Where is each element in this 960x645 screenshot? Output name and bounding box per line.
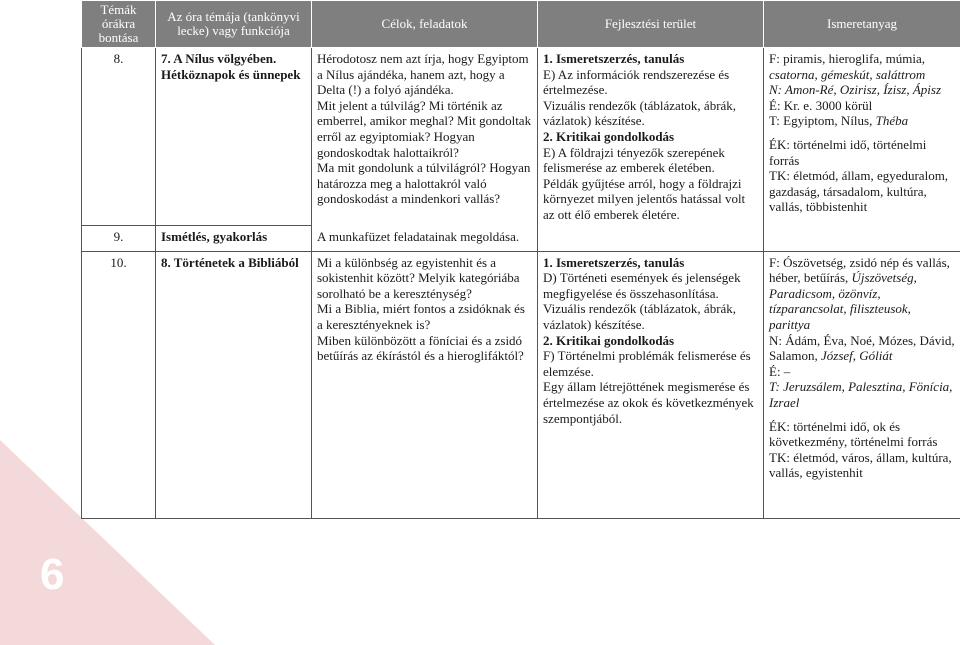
knowledge-text-italic: Újszövetség, Paradicsom, özönvíz, tízparancsolat, filiszteusok, parittya (769, 270, 917, 332)
knowledge-places: T: Jeruzsálem, Palesztina, Fönícia, Izrael (769, 379, 953, 410)
goal-text: Miben különbözött a föníciai és a zsidó betűírás az ékírástól és a hieroglifáktól? (317, 332, 524, 364)
lesson-topic (156, 48, 312, 226)
knowledge-tk: TK: életmód, állam, egyeduralom, gazdaság, társadalom, kultúra, vallás, többistenhit (769, 168, 949, 215)
dev-heading: 2. Kritikai gondolkodás (543, 128, 675, 144)
knowledge-text: T: Egyiptom, Nílus, (769, 113, 876, 129)
header-development-area: Fejlesztési terület (538, 1, 764, 48)
dev-heading: 2. Kritikai gondolkodás (543, 332, 675, 348)
lesson-topic: Ismétlés, gyakorlás (156, 226, 312, 252)
lesson-number: 8. (82, 48, 156, 226)
knowledge-text: piramis, hieroglifa, múmia, (783, 51, 925, 66)
dev-heading: 1. Ismeretszerzés, tanulás (543, 254, 685, 270)
knowledge-concepts-italic: csatorna, gémeskút, saláttrom (769, 66, 926, 82)
dev-text: F) Történelmi problémák felismerése és elemzése. (543, 348, 751, 379)
knowledge-text-italic: József, Góliát (821, 348, 893, 364)
dev-text: Egy állam létrejöttének megismerése és értelmezése az okok és következmények szempontjából. (543, 379, 754, 426)
header-goals: Célok, feladatok (312, 1, 538, 48)
curriculum-table (81, 0, 960, 519)
knowledge-concepts (769, 51, 955, 67)
dev-text: Példák gyűjtése arról, hogy a földrajzi környezet milyen jelentős hatással volt az ott élő emberek életére. (543, 175, 746, 222)
dev-heading: 1. Ismeretszerzés, tanulás (543, 51, 685, 66)
goal-text: Ma mit gondolunk a túlvilágról? Hogyan határozza meg a halottakról való gondoskodást a mindenkori vallás? (317, 160, 531, 207)
header-knowledge: Ismeretanyag (764, 1, 960, 48)
development-cell (538, 48, 764, 226)
lesson-number: 10. (82, 251, 156, 518)
knowledge-names (769, 333, 955, 364)
page-number: 6 (40, 550, 65, 599)
header-topics-by-lesson: Témák órákra bontása (82, 1, 156, 48)
dev-text: D) Történeti események és jelenségek megfigyelése és összehasonlítása. (543, 270, 741, 301)
table-row (82, 251, 960, 518)
knowledge-dates: É: Kr. e. 3000 körül (769, 97, 873, 113)
dev-text: Vizuális rendezők (táblázatok, ábrák, vázlatok) készítése. (543, 301, 737, 332)
knowledge-text-italic: Théba (875, 113, 909, 129)
development-cell (538, 251, 764, 518)
development-cell (538, 226, 764, 252)
knowledge-concepts (769, 255, 955, 333)
lesson-topic: 8. Történetek a Bibliából (156, 251, 312, 518)
knowledge-ek: ÉK: történelmi idő, ok és következmény, történelmi forrás (769, 418, 938, 450)
table-row (82, 226, 960, 252)
goal-text: Mi a Biblia, miért fontos a zsidóknak és a keresztényeknek is? (317, 301, 525, 332)
knowledge-text: F: Ószövetség, zsidó nép és vallás, héber, betűírás, (769, 254, 950, 286)
knowledge-label: F: (769, 51, 784, 66)
lesson-number: 9. (82, 226, 156, 252)
header-lesson-topic: Az óra témája (tankönyvi lecke) vagy funkciója (156, 1, 312, 48)
goals-cell (312, 251, 538, 518)
knowledge-tk: TK: életmód, város, állam, kultúra, vallás, egyistenhit (769, 449, 952, 481)
knowledge-text: N: Ádám, Éva, Noé, Mózes, Dávid, Salamon, (769, 332, 955, 364)
knowledge-cell (764, 226, 960, 252)
dev-text: Vizuális rendezők (táblázatok, ábrák, vázlatok) készítése. (543, 97, 737, 129)
knowledge-places (769, 113, 955, 129)
goal-text: Mit jelent a túlvilág? Mi történik az emberrel, amikor meghal? Mit gondoltak erről az egyiptomiak? Hogyan gondoskodtak halottaikról? (317, 97, 532, 160)
lesson-topic-title: 7. A Nílus völgyében. (161, 51, 277, 66)
goals-cell: A munkafüzet feladatainak megoldása. (312, 226, 538, 252)
knowledge-dates: É: – (769, 363, 791, 379)
goal-text: Mi a különbség az egyistenhit és a sokistenhit között? Melyik kategóriába sorolható be a kereszténység? (317, 254, 520, 301)
knowledge-ek: ÉK: történelmi idő, történelmi forrás (769, 136, 927, 168)
lesson-topic-subtitle: Hétköznapok és ünnepek (161, 66, 301, 82)
table-row (82, 48, 960, 226)
goal-text: Hérodotosz nem azt írja, hogy Egyiptom a Nílus ajándéka, hanem azt, hogy a Delta (!) a folyó ajándéka. (317, 51, 529, 98)
header-row (82, 1, 960, 48)
dev-text: E) Az információk rendszerezése és értelmezése. (543, 66, 730, 98)
goals-cell (312, 48, 538, 226)
knowledge-cell (764, 48, 960, 226)
knowledge-names: N: Amon-Ré, Ozirisz, Ízisz, Ápisz (769, 82, 942, 98)
knowledge-cell (764, 251, 960, 518)
dev-text: E) A földrajzi tényezők szerepének felismerése az emberek életében. (543, 144, 725, 176)
